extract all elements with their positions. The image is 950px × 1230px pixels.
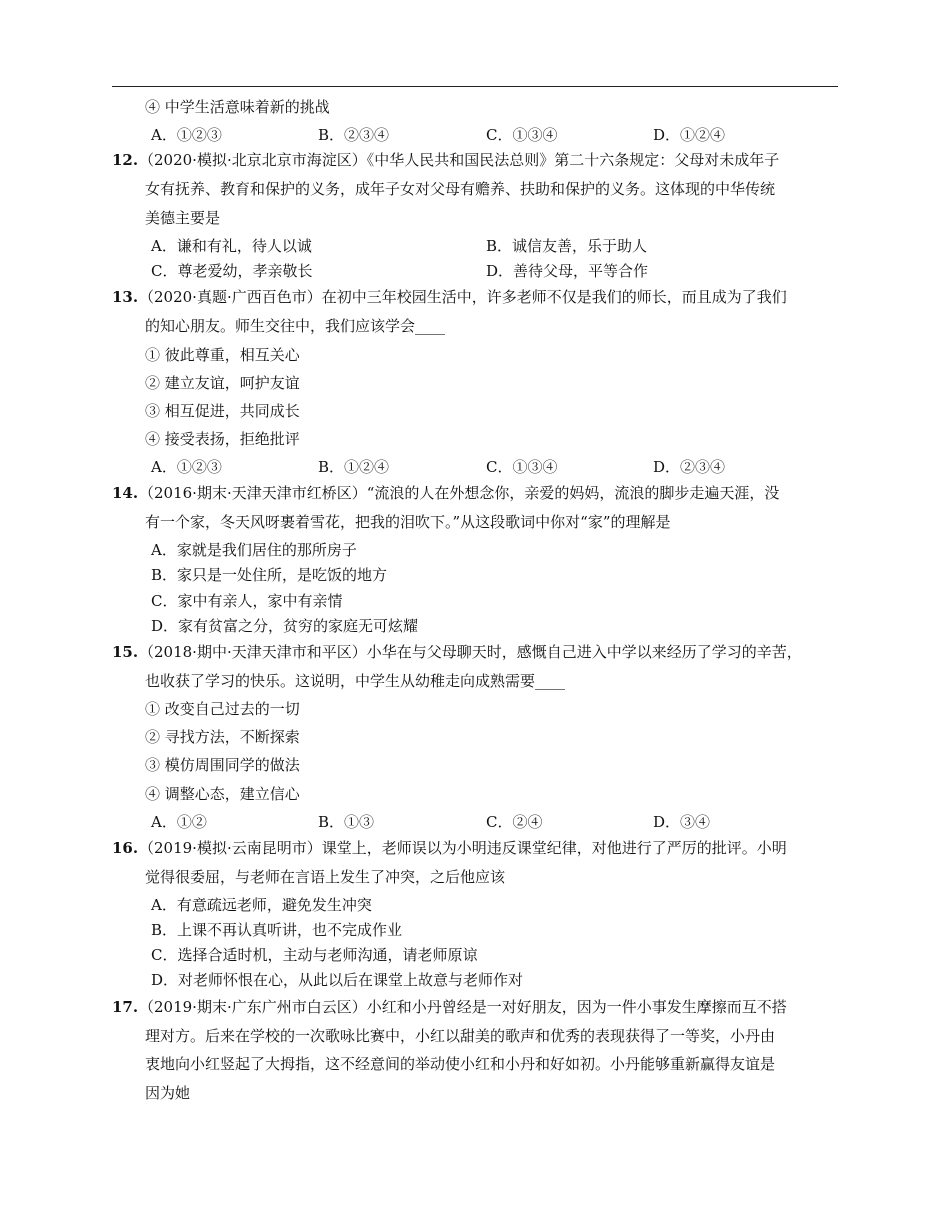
q12-option-a[interactable]: A．谦和有礼，待人以诚 (151, 237, 312, 255)
q15-statement-2: ② 寻找方法，不断探索 (145, 728, 300, 746)
q14-option-b[interactable]: B．家只是一处住所，是吃饭的地方 (151, 566, 388, 584)
q13-statement-2: ② 建立友谊，呵护友谊 (145, 374, 300, 392)
q15-option-a[interactable]: A．①② (151, 813, 207, 831)
q17-stem-line-3: 衷地向小红竖起了大拇指，这不经意间的举动使小红和小丹和好如初。小丹能够重新赢得友谊是 (145, 1055, 776, 1073)
q13-statement-1: ① 彼此尊重，相互关心 (145, 346, 300, 364)
q17-stem-line-4: 因为她 (145, 1084, 191, 1102)
q16-stem-line-2: 觉得很委屈，与老师在言语上发生了冲突，之后他应该 (145, 868, 506, 886)
q11-option-c[interactable]: C．①③④ (486, 126, 558, 144)
q15-stem-line-1: （2018·期中·天津天津市和平区）小华在与父母聊天时，感慨自己进入中学以来经历了学习的辛苦， (139, 643, 802, 661)
q12-number: 12. (112, 151, 139, 169)
q15-option-c[interactable]: C．②④ (486, 813, 543, 831)
q15-option-b[interactable]: B．①③ (318, 813, 375, 831)
q14-number: 14. (112, 484, 139, 502)
q15-statement-3: ③ 模仿周围同学的做法 (145, 756, 300, 774)
q12-stem-line-1: （2020·模拟·北京北京市海淀区）《中华人民共和国民法总则》第二十六条规定：父母对未成年子 (139, 151, 780, 169)
q13-option-c[interactable]: C．①③④ (486, 458, 558, 476)
q13-option-b[interactable]: B．①②④ (318, 458, 390, 476)
q13-statement-3: ③ 相互促进，共同成长 (145, 402, 300, 420)
q14-stem-line-2: 有一个家，冬天风呀裹着雪花，把我的泪吹下。”从这段歌词中你对“家”的理解是 (145, 513, 671, 531)
q15-stem-line-2: 也收获了学习的快乐。这说明，中学生从幼稚走向成熟需要____ (145, 672, 566, 690)
q15-statement-1: ① 改变自己过去的一切 (145, 700, 300, 718)
q11-option-d[interactable]: D．①②④ (653, 126, 726, 144)
q15-number: 15. (112, 643, 139, 661)
q16-option-b[interactable]: B．上课不再认真听讲，也不完成作业 (151, 921, 403, 939)
q16-number: 16. (112, 839, 139, 857)
q13-option-d[interactable]: D．②③④ (653, 458, 726, 476)
q11-option-b[interactable]: B．②③④ (318, 126, 390, 144)
q16-option-a[interactable]: A．有意疏远老师，避免发生冲突 (151, 896, 372, 914)
q17-stem-line-1: （2019·期末·广东广州市白云区）小红和小丹曾经是一对好朋友，因为一件小事发生摩擦而互不搭 (139, 998, 787, 1016)
q12-option-c[interactable]: C．尊老爱幼，孝亲敬长 (151, 262, 313, 280)
header-rule (112, 86, 838, 87)
q12-option-b[interactable]: B．诚信友善，乐于助人 (486, 237, 648, 255)
q15-statement-4: ④ 调整心态，建立信心 (145, 785, 300, 803)
q11-option-a[interactable]: A．①②③ (151, 126, 222, 144)
q13-option-a[interactable]: A．①②③ (151, 458, 222, 476)
q16-option-c[interactable]: C．选择合适时机，主动与老师沟通，请老师原谅 (151, 946, 478, 964)
q17-stem-line-2: 理对方。后来在学校的一次歌咏比赛中，小红以甜美的歌声和优秀的表现获得了一等奖，小丹由 (145, 1027, 776, 1045)
q17-number: 17. (112, 998, 139, 1016)
q15-option-d[interactable]: D．③④ (653, 813, 711, 831)
q14-stem-line-1: （2016·期末·天津天津市红桥区）“流浪的人在外想念你，亲爱的妈妈，流浪的脚步走遍天涯，没 (139, 484, 780, 502)
q16-stem-line-1: （2019·模拟·云南昆明市）课堂上，老师误以为小明违反课堂纪律，对他进行了严厉的批评。小明 (139, 839, 787, 857)
q12-stem-line-2: 女有抚养、教育和保护的义务，成年子女对父母有赡养、扶助和保护的义务。这体现的中华传统 (145, 180, 776, 198)
q12-option-d[interactable]: D．善待父母，平等合作 (486, 262, 649, 280)
q13-number: 13. (112, 288, 139, 306)
q13-stem-line-2: 的知心朋友。师生交往中，我们应该学会____ (145, 317, 446, 335)
q16-option-d[interactable]: D．对老师怀恨在心，从此以后在课堂上故意与老师作对 (151, 971, 524, 989)
q12-stem-line-3: 美德主要是 (145, 209, 221, 227)
q14-option-a[interactable]: A．家就是我们居住的那所房子 (151, 541, 357, 559)
q13-stem-line-1: （2020·真题·广西百色市）在初中三年校园生活中，许多老师不仅是我们的师长，而且成为了我们 (139, 288, 787, 306)
q11-statement-4: ④ 中学生活意味着新的挑战 (145, 98, 330, 116)
q14-option-d[interactable]: D．家有贫富之分，贫穷的家庭无可炫耀 (151, 617, 419, 635)
q14-option-c[interactable]: C．家中有亲人，家中有亲情 (151, 592, 343, 610)
q13-statement-4: ④ 接受表扬，拒绝批评 (145, 430, 300, 448)
